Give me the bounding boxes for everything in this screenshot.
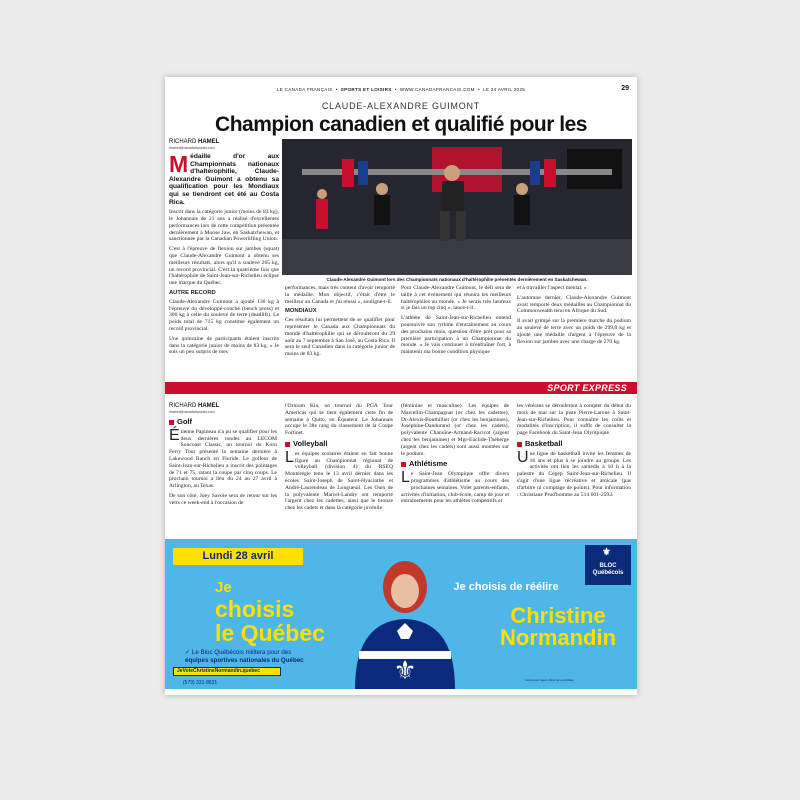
article-column-2 [285, 285, 395, 361]
athletisme-heading: Athlétisme [401, 461, 509, 468]
paragraph: Inscrit dans la catégorie junior (moins de 83 kg), le Johannais de 21 ans a réalisé d'excellentes performances lors de cette compétition présentée dernièrement à Moose Jaw, en Saskatchewan, et sanctionnée par la Canadian Powerlifting Union. [169, 209, 279, 243]
article-email: rhamel@canadafrancais.com [169, 146, 215, 150]
sport-express-column-4 [517, 403, 631, 501]
header-date: LE 24 AVRIL 2025 [483, 87, 526, 92]
check-icon: ✓ [185, 649, 192, 656]
athletisme-paragraph: Le Saint-Jean Olympique offre divers programmes d'athlétisme au cours des prochaines semaines. Volet parents-enfants, activités d'initiation, club-école, camp de jour et entraînements pour les athlètes compétitifs et [401, 469, 509, 505]
candidate-name: Christine Normandin [499, 603, 617, 650]
candidate-portrait [345, 559, 465, 689]
paragraph: L'athlète de Saint-Jean-sur-Richelieu entend poursuivre son rythme d'entraînement au cours des prochains mois, question d'être prêt pour sa première participation à un Championnat du monde. « Je vais continuer à m'entraîner fort, à maintenir ma bonne condition physique [401, 315, 511, 356]
article-byline: RICHARD HAMEL [169, 139, 220, 145]
volleyball-heading: Volleyball [285, 441, 393, 448]
paragraph: (féminine et masculine). Les équipes de Marcellin-Champagnat (or chez les cadettes), Dr-Alexis-Bouthillier (or chez les benjamines), Joséphine-Dandurand (or chez les cadets), polyvalente Chanoine-Armand-Racicot (argent chez les benjamines) et Mgr-Euclide-Théberge (argent chez les cadets) sont aussi montées sur le podium. [401, 403, 509, 457]
paragraph: C'est à l'épreuve de flexion sur jambes (squat) que Claude-Alexandre Guimont a obtenu ses meilleurs résultats, alors qu'il a soulevé 265 kg, un record provincial. C'est la quatrième fois que l'haltérophile de Saint-Jean-sur-Richelieu éclipse une marque du Québec. [169, 246, 279, 287]
ad-reelire: Je choisis de réélire [453, 581, 559, 593]
paragraph: L'automne dernier, Claude-Alexandre Guimont avait remporté deux médailles au Championnat du Commonwealth tenu en Afrique du Sud. [517, 294, 631, 315]
fleur-de-lis-icon: ⚜ [602, 547, 611, 558]
basketball-paragraph: Une ligue de basketball invite les femmes de 16 ans et plus à se joindre au groupe. Les activités ont lieu les samedis à 10 h à la palestre du Cégep Saint-Jean-sur-Richelieu. Il s'agit d'une ligue récréative et amicale (pas d'arbitre ni comptage de points). Pour information : Christiane Prud'homme au 514 601-2593. [517, 448, 631, 498]
basketball-heading: Basketball [517, 441, 631, 448]
sport-express-title: SPORT EXPRESS [547, 383, 627, 393]
article-headline: Champion canadien et qualifié pour les [215, 113, 587, 136]
article-column-1 [169, 153, 279, 359]
weightlifting-photo [282, 139, 632, 275]
article-lead: Médaille d'or aux Championnats nationaux d'haltérophilie, Claude-Alexandre Guimont a obtenu sa qualification pour les Mondiaux qui se tiendront cet été au Costa Rica. [169, 151, 279, 206]
volleyball-paragraph: Les équipes scolaires étaient en fait bonne figure au Championnat régional de volleyball (division 4) du RSEQ Montérégie tenu le 13 avril dernier dans les écoles Saint-Joseph de Saint-Hyacinthe et André-Laurendeau de Longueuil. Les Ours de la polyvalente Marcel-Landry ont remporté l'argent chez les cadettes, ainsi que le bronze chez les cadets et dans la catégorie juvénile [285, 448, 393, 512]
paragraph: performances, mais très content d'avoir remporté la médaille. Mon objectif, c'était d'être le meilleur au Canada et j'ai réussi », souligne-t-il. [285, 285, 395, 305]
ad-legal-mention: Autorisé par l'agent officiel de la candidate [525, 679, 574, 682]
red-square-icon [401, 462, 406, 467]
paragraph: De son côté, Joey Savoie sera de retour sur les verts ce week-end à l'occasion de [169, 492, 277, 506]
header-paper-name: LE CANADA FRANÇAIS [276, 87, 333, 92]
photo-caption: Claude-Alexandre Guimont lors des Championnats nationaux d'haltérophilie présentés dernièrement en Saskatchewan. [326, 277, 588, 282]
paragraph: et à travailler l'aspect mental. » [517, 285, 587, 291]
ad-phone: (579) 331-8631 [183, 680, 218, 686]
newspaper-page [165, 77, 637, 695]
golf-heading: Golf [169, 419, 277, 426]
sport-express-column-2 [285, 403, 393, 515]
lead-dropcap: M [169, 151, 189, 177]
ad-url: JeVoteChristineNormandin.quebec [173, 667, 281, 676]
red-square-icon [169, 420, 174, 425]
subhead-mondiaux: MONDIAUX [285, 308, 317, 315]
article-kicker: CLAUDE-ALEXANDRE GUIMONT [321, 101, 481, 111]
red-square-icon [285, 442, 290, 447]
sport-express-byline: RICHARD HAMEL [169, 403, 220, 409]
header-site: WWW.CANADAFRANCAIS.COM [399, 87, 475, 92]
red-square-icon [517, 442, 522, 447]
article-column-4 [517, 285, 631, 348]
sport-express-email: rhamel@canadafrancais.com [169, 410, 215, 414]
page-header: LE CANADA FRANÇAIS • SPORTS ET LOISIRS • WWW.CANADAFRANCAIS.COM • LE 24 AVRIL 2025 [276, 87, 526, 92]
paragraph: Ces résultats lui permettent de se qualifier pour représenter le Canada aux Championnats du monde d'haltérophilie qui se dérouleront du 29 août au 7 septembre à San José, au Costa Rica. Il sera le seul Canadien dans la catégorie junior de moins de 83 kg. [285, 317, 395, 358]
header-section: SPORTS ET LOISIRS [340, 87, 392, 92]
paragraph: les vétérans se dérouleront à compter du début du mois de mai sur la piste Pierre-Laroue à Saint-Jean-sur-Richelieu. Pour connaître les coûts et modalités d'inscription, il suffit de consulter la page Facebook du Saint-Jean Olympique. [517, 403, 631, 437]
sport-express-column-3 [401, 403, 509, 508]
article-column-3 [401, 285, 511, 359]
ad-slogan: Je choisis le Québec [215, 579, 325, 646]
svg-text:⚜: ⚜ [393, 656, 417, 686]
sport-express-banner [165, 382, 637, 394]
sport-express-column-1 [169, 415, 277, 510]
paragraph: Il avait grimpé sur la première marche du podium au soulevé de terre avec un poids de 299,8 kg et ajouté une médaille d'argent à l'épreuve de la flexion sur jambes avec une charge de 270 kg. [517, 318, 631, 345]
ad-note: ✓ Le Bloc Québécois militera pour des équipes sportives nationales du Québec [185, 649, 304, 664]
paragraph: Pour Claude-Alexandre Guimont, le défi sera de taille à cet événement qui réunira les meilleurs haltérophiles au monde. « Je serais très heureux si je fais un top cinq », lance-t-il. [401, 285, 511, 312]
golf-paragraph: Étienne Papineau n'a pu se qualifier pour les deux dernières rondes au LECOM Suncoast Classic, un tournoi du Korn Ferry Tour présenté la semaine dernière à Lakewood Ranch en Floride. Le golfeur de Saint-Jean-sur-Richelieu a inscrit des pointages de 71 et 75, ratant la coupe par cinq coups. Le prochain tournoi a lieu du 24 au 27 avril à Arlington, au Texas. [169, 426, 277, 490]
page-number: 29 [621, 85, 629, 92]
bloc-quebecois-advertisement [165, 539, 637, 689]
paragraph: Claude-Alexandre Guimont a ajouté 130 kg à l'épreuve du développé-couché (bench press) et 300 kg à celle du soulevé de terre (deadlift). Le poids total de 715 kg constitue également un record provincial. [169, 298, 279, 332]
photo-illustration [282, 139, 632, 275]
paragraph: l'Ornium Kia, un tournoi du PGA Tour Americas qui se tient également cette fin de semaine à Quito, en Équateur. Le Johannais occupe le 38e rang du classement de la Coupe Fortinet. [285, 403, 393, 437]
subhead-autre-record: AUTRE RECORD [169, 289, 216, 296]
paragraph: Une quinzaine de participants étaient inscrits dans la catégorie junior de moins de 83 kg. « Je suis un peu surpris de mes [169, 335, 279, 356]
ad-date-tag: Lundi 28 avril [173, 548, 303, 565]
bloc-logo: ⚜ BLOC Québécois [585, 545, 631, 585]
